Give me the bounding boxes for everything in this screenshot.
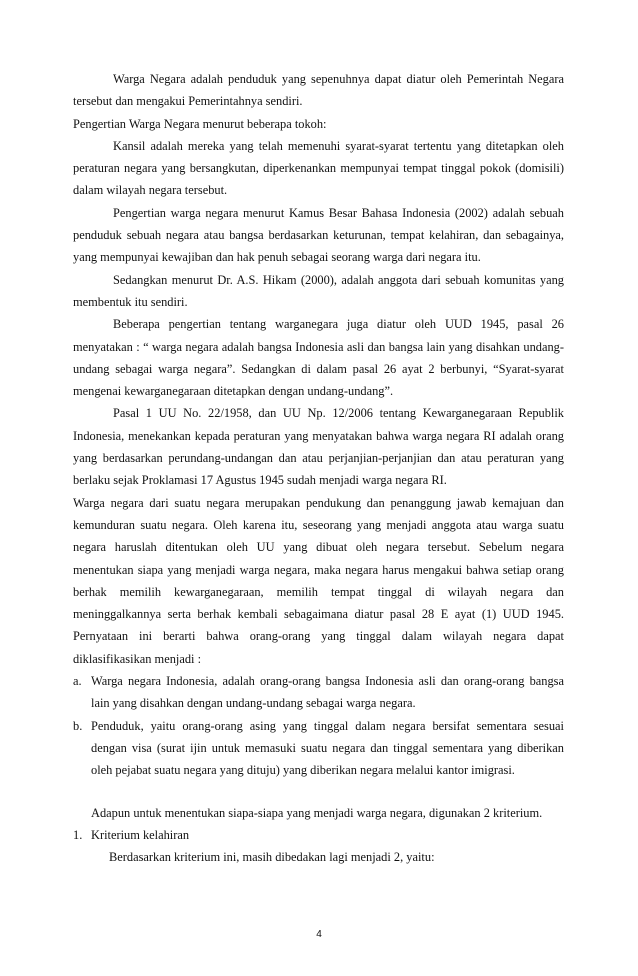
list-marker: 1. — [73, 827, 83, 842]
spacer — [73, 782, 564, 802]
page-content — [73, 68, 564, 868]
list-item — [73, 715, 564, 782]
paragraph-kriterium-kelahiran: Berdasarkan kriterium ini, masih dibedakan lagi menjadi 2, yaitu: — [109, 850, 435, 865]
paragraph-warga-negara-role: Warga negara dari suatu negara merupakan pendukung dan penanggung jawab kemajuan dan kemunduran suatu negara. Oleh karena itu, seseorang yang menjadi anggota atau warga suatu negara haruslah ditentukan oleh UU yang dibuat oleh negara tersebut. Sebelum negara menentukan siapa yang menjadi warga negara, maka negara harus mengakui bahwa setiap orang berhak memilih kewarganegaraan, memilih tempat tinggal di wilayah negara dan meninggalkannya serta berhak kembali sebagaimana diatur pasal 28 E ayat (1) UUD 1945. Pernyataan ini berarti bahwa orang-orang yang tinggal dalam wilayah negara dapat diklasifikasikan menjadi : — [73, 495, 564, 666]
paragraph-definition: Warga Negara adalah penduduk yang sepenuhnya dapat diatur oleh Pemerintah Negara tersebut dan mengakui Pemerintahnya sendiri. — [73, 72, 564, 109]
paragraph-kansil: Kansil adalah mereka yang telah memenuhi syarat-syarat tertentu yang ditetapkan oleh peraturan negara yang bersangkutan, diperkenankan mempunyai tempat tinggal pokok (domisili) dalam wilayah negara tersebut. — [73, 138, 564, 198]
list-item — [73, 670, 564, 715]
paragraph-hikam: Sedangkan menurut Dr. A.S. Hikam (2000), adalah anggota dari sebuah komunitas yang membentuk itu sendiri. — [73, 272, 564, 309]
list-marker: a. — [73, 674, 82, 689]
list-marker: b. — [73, 718, 83, 733]
list-item-text: Warga negara Indonesia, adalah orang-orang bangsa Indonesia asli dan orang-orang bangsa lain yang disahkan dengan undang-undang sebagai warga negara. — [91, 674, 564, 711]
paragraph-uud-1945: Beberapa pengertian tentang warganegara juga diatur oleh UUD 1945, pasal 26 menyatakan : “ warga negara adalah bangsa Indonesia asli dan bangsa lain yang disahkan undang-undang sebagai warga negara”. Sedangkan di dalam pasal 26 ayat 2 berbunyi, “Syarat-syarat mengenai kewarganegaraan ditetapkan dengan undang-undang”. — [73, 317, 564, 399]
paragraph-uu-kewarganegaraan: Pasal 1 UU No. 22/1958, dan UU Np. 12/2006 tentang Kewarganegaraan Republik Indonesia, menekankan kepada peraturan yang menyatakan bahwa warga negara RI adalah orang yang berdasarkan perundang-undangan dan atau perjanjian-perjanjian dan atau peraturan yang berlaku sejak Proklamasi 17 Agustus 1945 sudah menjadi warga negara RI. — [73, 406, 564, 488]
list-item-text: Penduduk, yaitu orang-orang asing yang tinggal dalam negara bersifat sementara sesuai dengan visa (surat ijin untuk memasuki suatu negara dan tinggal sementara yang diberikan oleh pejabat suatu negara yang dituju) yang diberikan negara melalui kantor imigrasi. — [91, 718, 564, 778]
paragraph-heading-tokoh: Pengertian Warga Negara menurut beberapa tokoh: — [73, 116, 327, 131]
list-item — [73, 824, 564, 846]
list-item-text: Kriterium kelahiran — [91, 827, 190, 842]
paragraph-kriterium: Adapun untuk menentukan siapa-siapa yang menjadi warga negara, digunakan 2 kriterium. — [91, 805, 543, 820]
paragraph-kbbi: Pengertian warga negara menurut Kamus Besar Bahasa Indonesia (2002) adalah sebuah penduduk sebuah negara atau bangsa berdasarkan keturunan, tempat kelahiran, dan sebagainya, yang mempunyai kewajiban dan hak penuh sebagai seorang warga dari negara itu. — [73, 205, 564, 265]
page-number: 4 — [316, 929, 322, 940]
